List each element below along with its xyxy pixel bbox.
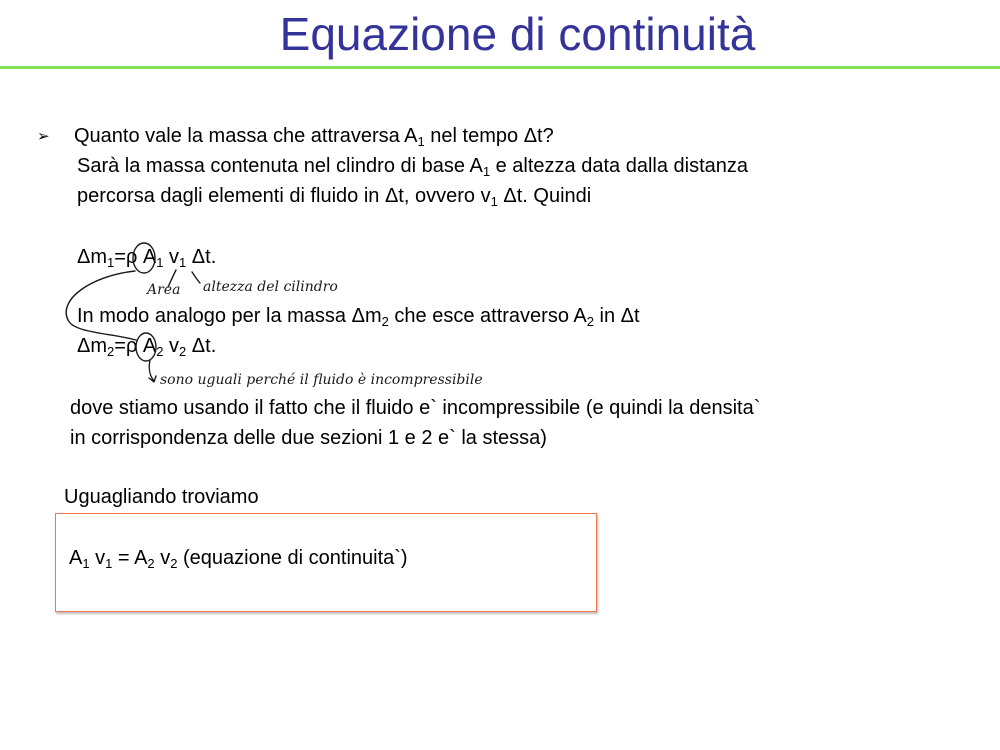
bullet-arrow-icon: ➢	[37, 128, 50, 145]
question-line: Quanto vale la massa che attraversa $A_1$ nel tempo Δt?	[74, 125, 554, 149]
incompressible-line-2: in corrispondenza delle due sezioni 1 e 2 e` la stessa)	[70, 427, 547, 449]
continuity-equation: $A_1$ $v_1 = A_2$ $v_2$ (equazione di continuita`)	[69, 547, 408, 571]
height-pointer	[192, 272, 200, 283]
down-arrow-icon	[149, 360, 156, 382]
mass-equation-1: $\Delta m_1=\rho$ $A_1$ $v_1$ Δt.	[77, 246, 217, 270]
mass-equation-2: $\Delta m_2=\rho$ $A_2$ $v_2$ Δt.	[77, 335, 217, 359]
incompressible-line-1: dove stiamo usando il fatto che il fluido e` incompressibile (e quindi la densita`	[70, 397, 761, 419]
annotation-equal: sono uguali perché il fluido è incompressibile	[160, 372, 483, 388]
equating-label: Uguagliando troviamo	[64, 486, 259, 508]
explanation-line-1: Sarà la massa contenuta nel clindro di base $A_1$ e altezza data dalla distanza	[77, 155, 748, 179]
explanation-line-2: percorsa dagli elementi di fluido in Δt, ovvero $v_1$ Δt. Quindi	[77, 185, 592, 209]
analog-line: In modo analogo per la massa $\Delta m_2$ che esce attraverso $A_2$ in Δt	[77, 305, 640, 329]
page-title: Equazione di continuità	[279, 8, 756, 60]
title-underline	[0, 66, 1000, 69]
annotation-height: altezza del cilindro	[203, 279, 338, 295]
annotation-area: Area	[147, 282, 181, 298]
area-pointer	[168, 270, 176, 287]
